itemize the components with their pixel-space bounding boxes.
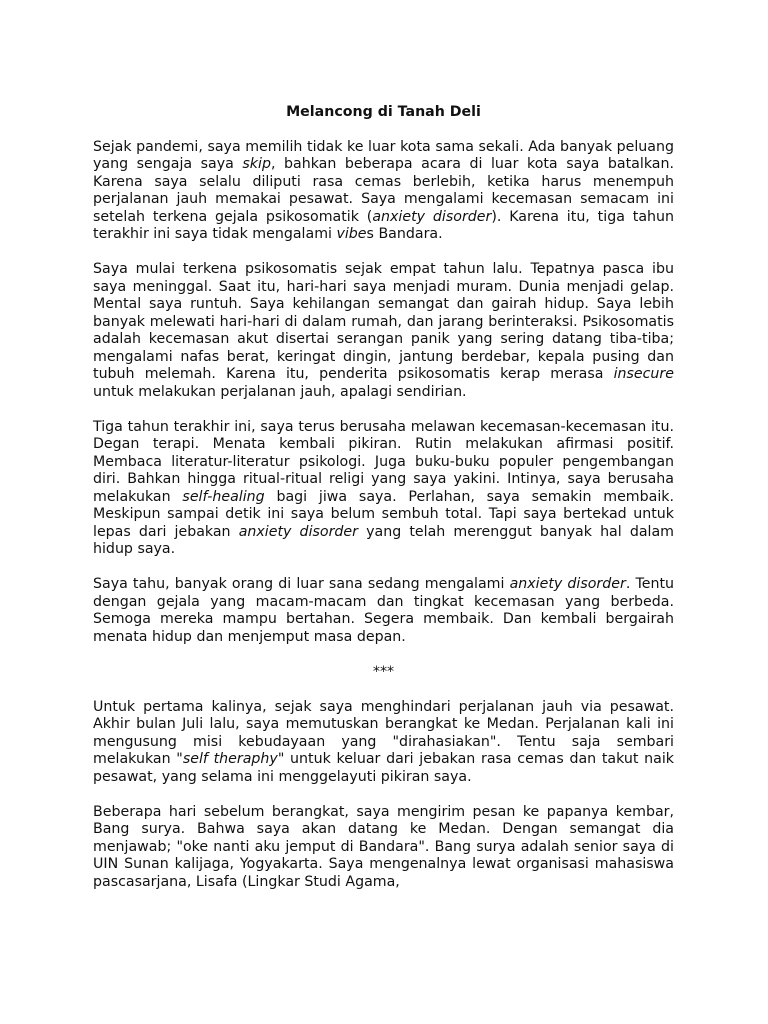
italic-text: self-healing bbox=[182, 488, 265, 505]
italic-text: anxiety disorder bbox=[509, 576, 626, 592]
italic-text: self theraphy bbox=[182, 751, 278, 767]
text-run: Untuk pertama kalinya, sejak saya menghindari perjalanan jauh via pesawat. Akhir bulan Juli lalu, saya memutuskan berangkat ke Medan. Perjalanan kali ini mengusung misi kebudayaan yang "dirahasiakan". Tentu saja sembari melakukan " bbox=[93, 698, 674, 767]
text-run: ). Karena itu, tiga tahun terakhir ini saya tidak mengalami bbox=[93, 208, 674, 242]
document-page bbox=[93, 104, 674, 909]
italic-text: anxiety disorder bbox=[238, 523, 358, 540]
paragraph-2 bbox=[93, 261, 674, 401]
text-run: Sejak pandemi, saya memilih tidak ke luar kota sama sekali. Ada banyak peluang yang sengaja saya bbox=[93, 138, 674, 172]
text-run: Saya mulai terkena psikosomatis sejak empat tahun lalu. Tepatnya pasca ibu saya meninggal. Saat itu, hari-hari saya menjadi muram. Dunia menjadi gelap. Mental saya runtuh. Saya kehilangan semangat dan gairah hidup. Saya lebih banyak melewati hari-hari di dalam rumah, dan jarang berinteraksi. Psikosomatis adalah kecemasan akut disertai serangan panik yang sering datang tiba-tiba; mengalami nafas berat, keringat dingin, jantung berdebar, kepala pusing dan tubuh melemah. Karena itu, penderita psikosomatis kerap merasa bbox=[93, 261, 674, 382]
italic-text: anxiety disorder bbox=[372, 208, 492, 225]
text-run: . Tentu dengan gejala yang macam-macam dan tingkat kecemasan yang berbeda. Semoga mereka mampu bertahan. Segera membaik. Dan kembali bergairah menata hidup dan menjemput masa depan. bbox=[93, 576, 674, 645]
text-run: Tiga tahun terakhir ini, saya terus berusaha melawan kecemasan-kecemasan itu. Degan terapi. Menata kembali pikiran. Rutin melakukan afirmasi positif. Membaca literatur-literatur psikologi. Juga buku-buku populer pengembangan diri. Bahkan hingga ritual-ritual religi yang saya yakini. Intinya, saya berusaha melakukan bbox=[93, 418, 674, 505]
document-title: Melancong di Tanah Deli bbox=[286, 104, 481, 120]
italic-text: skip bbox=[242, 156, 271, 172]
text-run: Beberapa hari sebelum berangkat, saya mengirim pesan ke papanya kembar, Bang surya. Bahwa saya akan datang ke Medan. Dengan semangat dia menjawab; "oke nanti aku jemput di Bandara". Bang surya adalah senior saya di UIN Sunan kalijaga, Yogyakarta. Saya mengenalnya lewat organisasi mahasiswa pascasarjana, Lisafa (Lingkar Studi Agama, bbox=[93, 803, 674, 890]
paragraph-4 bbox=[93, 576, 674, 646]
text-run: , bahkan beberapa acara di luar kota saya batalkan. Karena saya selalu diliputi rasa cemas berlebih, ketika harus menempuh perjalanan jauh memakai pesawat. Saya mengalami kecemasan semacam ini setelah terkena gejala psikosomatik ( bbox=[93, 156, 674, 225]
paragraph-6 bbox=[93, 804, 674, 892]
text-run: bagi jiwa saya. Perlahan, saya semakin membaik. Meskipun sampai detik ini saya belum sembuh total. Tapi saya bertekad untuk lepas dari jebakan bbox=[93, 488, 674, 540]
text-run: untuk melakukan perjalanan jauh, apalagi sendirian. bbox=[93, 383, 467, 400]
italic-text: insecure bbox=[613, 366, 674, 382]
paragraph-3 bbox=[93, 419, 674, 559]
paragraph-5 bbox=[93, 699, 674, 787]
text-run: Saya tahu, banyak orang di luar sana sedang mengalami bbox=[93, 576, 510, 592]
paragraph-1 bbox=[93, 139, 674, 244]
section-separator: *** bbox=[372, 663, 395, 680]
text-run: yang telah merenggut banyak hal dalam hidup saya. bbox=[93, 523, 674, 557]
italic-text: vibe bbox=[336, 226, 367, 242]
text-run: " untuk keluar dari jebakan rasa cemas dan takut naik pesawat, yang selama ini menggelayuti pikiran saya. bbox=[93, 751, 674, 785]
text-run: s Bandara. bbox=[366, 226, 443, 242]
